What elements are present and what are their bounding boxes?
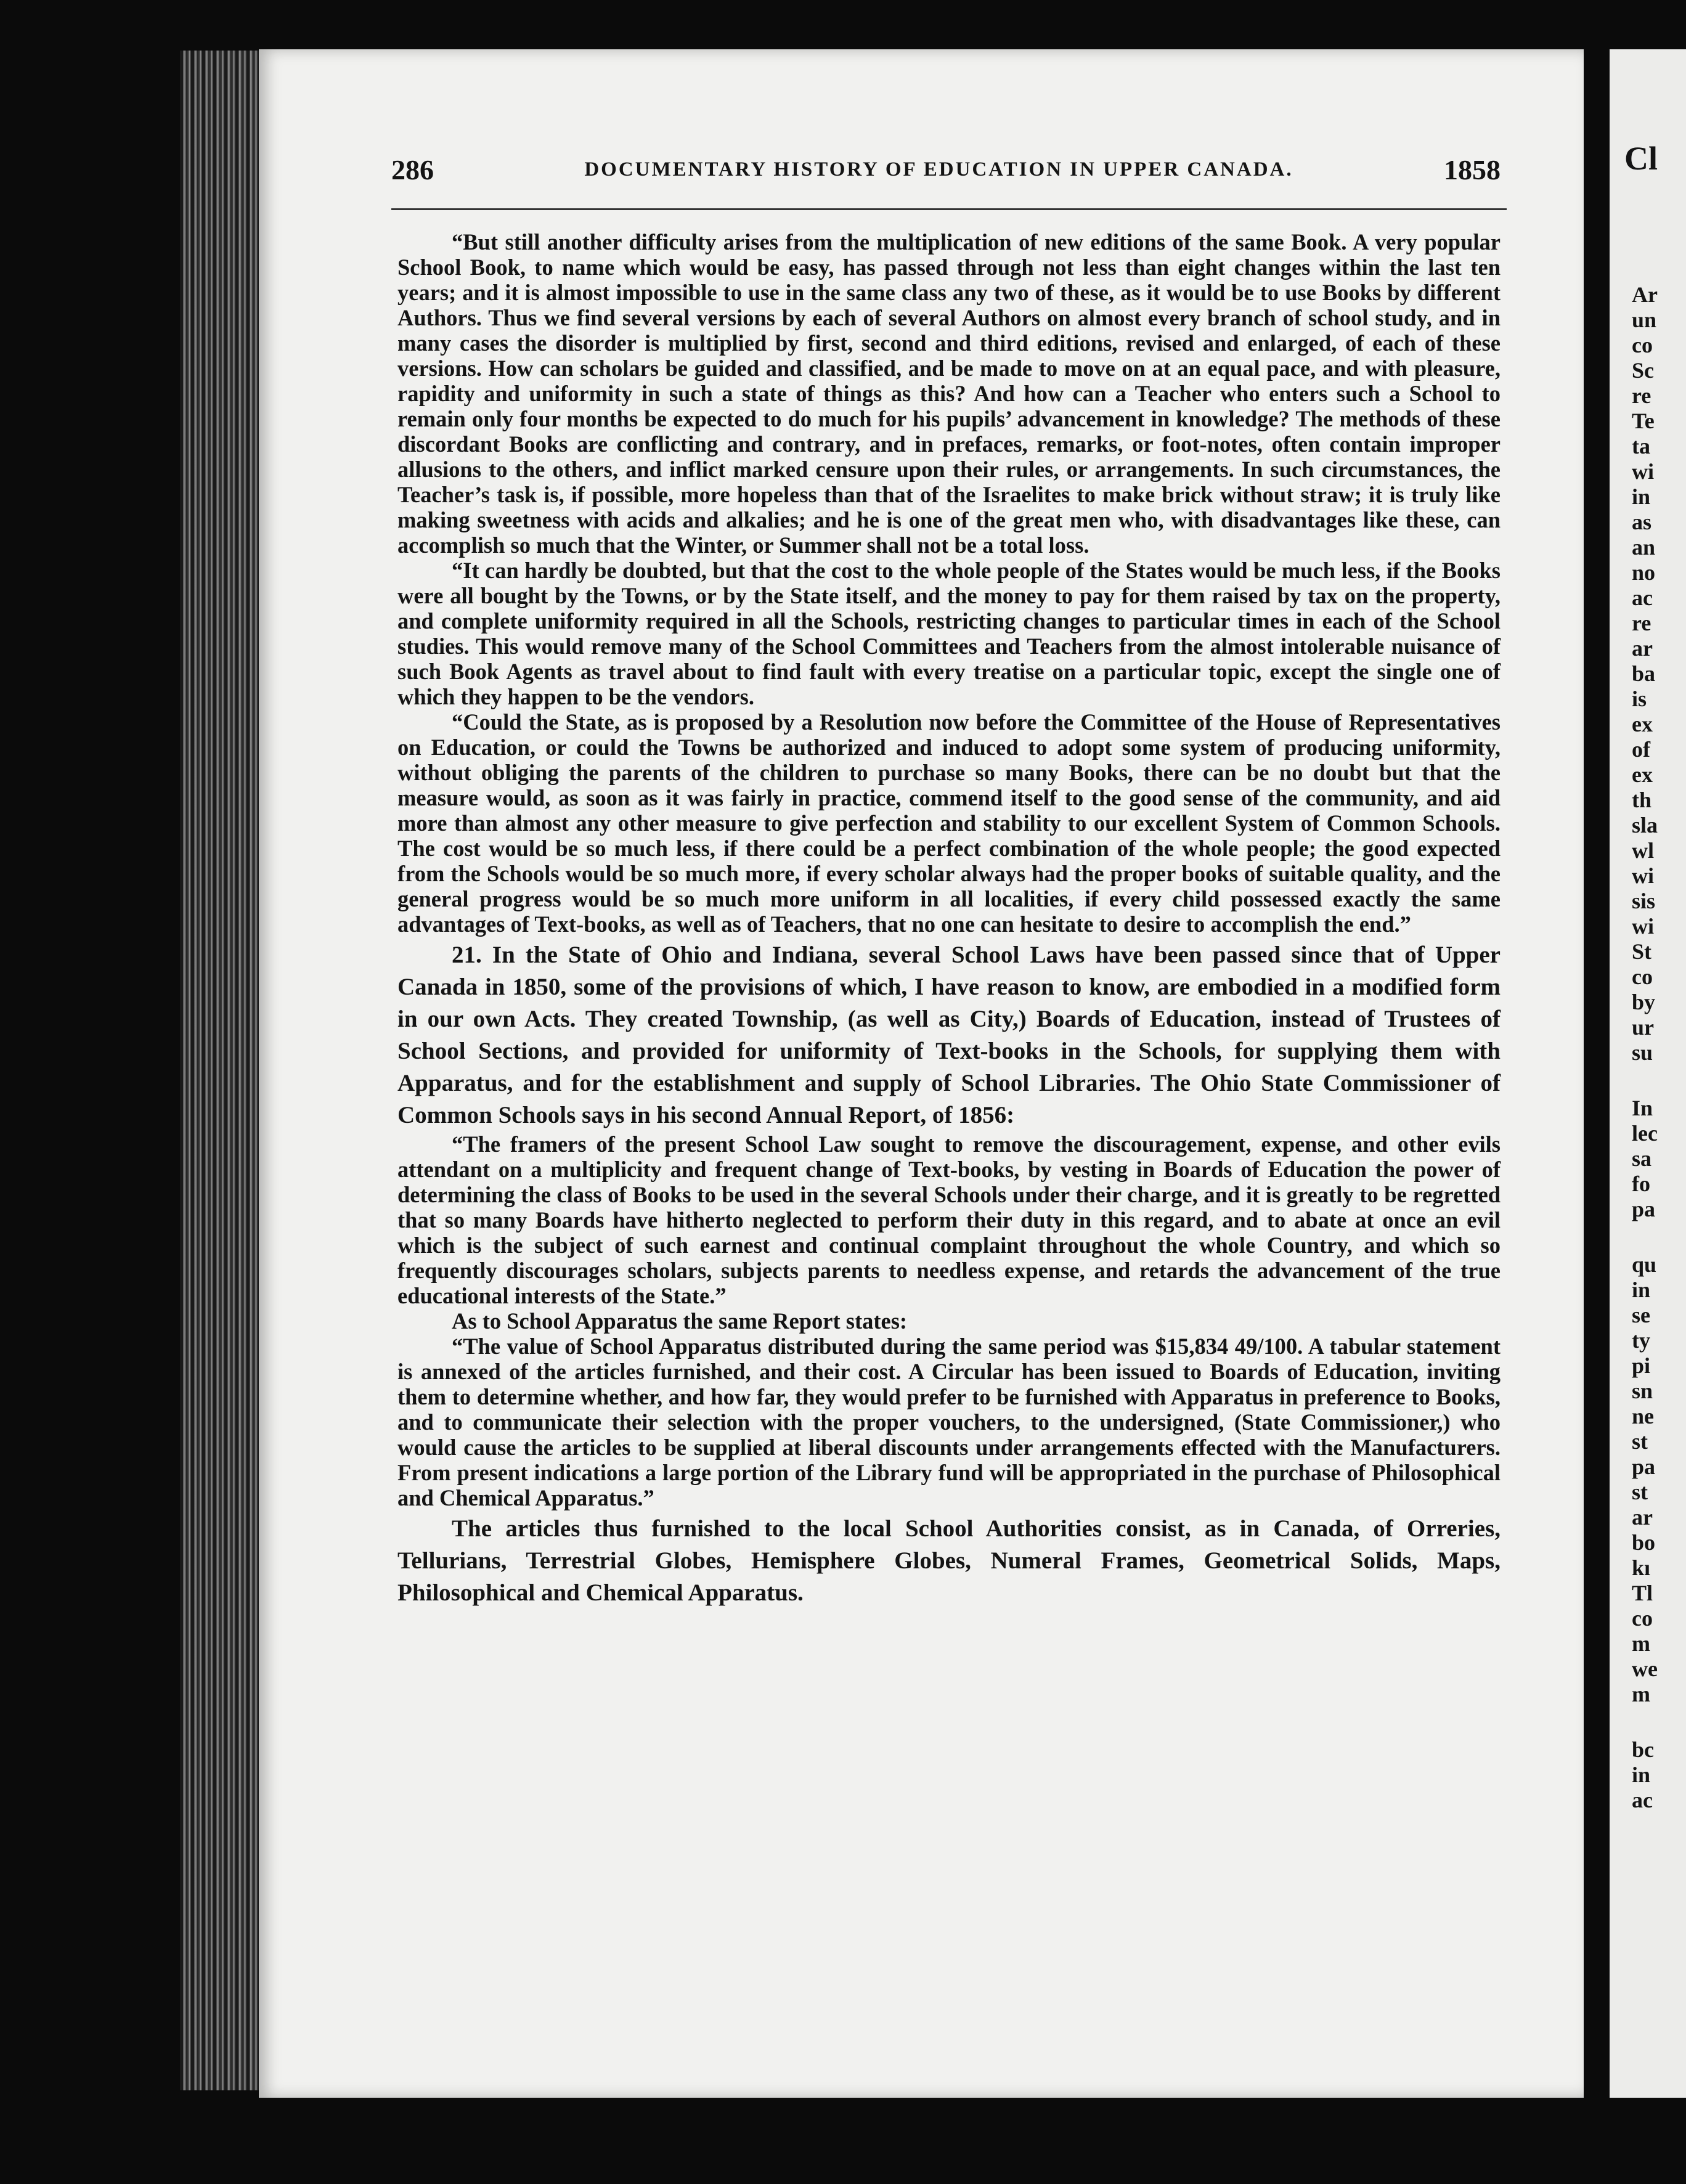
adjacent-line-fragment: St	[1632, 939, 1652, 964]
adjacent-line-fragment: m	[1632, 1682, 1650, 1706]
adjacent-line-fragment: ar	[1632, 636, 1653, 661]
header-year: 1858	[1443, 153, 1501, 185]
adjacent-line-fragment: kı	[1632, 1555, 1651, 1580]
adjacent-line-fragment: pa	[1632, 1454, 1656, 1479]
quote-paragraph: “But still another difficulty arises from the multiplication of new editions of the same Book. A very popular School Book, to name which would be easy, has passed through not less than eight changes within the last ten years; and it is almost impossible to use in the same class any two of these, as it would be to use Books by different Authors. Thus we find several versions by each of several Authors on almost every branch of school study, and in many cases the disorder is multiplied by first, second and third editions, revised and enlarged, of each of these versions. How can scholars be guided and classified, and be made to move on at an equal pace, and with pleasure, rapidity and uniformity in such a state of things as this? And how can a Teacher who enters such a School to remain only four months be expected to do much for his pupils’ advancement in knowledge? The methods of these discordant Books are conflicting and contrary, and in prefaces, remarks, or foot-notes, often contain improper allusions to the others, and inflict marked censure upon their rules, or arrangements. In such circumstances, the Teacher’s task is, if possible, more hopeless than that of the Israelites to make brick without straw; it is truly like making sweetness with acids and alkalies; and he is one of the great men who, with disadvantages like these, can accomplish so much that the Winter, or Summer shall not be a total loss.	[397, 229, 1501, 558]
adjacent-line-fragment: bc	[1632, 1737, 1654, 1762]
adjacent-line-fragment: ur	[1632, 1015, 1654, 1040]
running-title: DOCUMENTARY HISTORY OF EDUCATION IN UPPER CANADA.	[584, 158, 1293, 181]
adjacent-line-fragment: ex	[1632, 712, 1653, 736]
quote-lead-in: As to School Apparatus the same Report states:	[452, 1308, 908, 1334]
adjacent-line-fragment: Sc	[1632, 358, 1654, 383]
adjacent-line-fragment: wl	[1632, 838, 1654, 863]
adjacent-line-fragment: wi	[1632, 863, 1654, 888]
book-page	[259, 49, 1584, 2098]
adjacent-line-fragment: th	[1632, 788, 1652, 812]
adjacent-line-fragment: as	[1632, 510, 1652, 534]
adjacent-line-fragment: ba	[1632, 661, 1656, 686]
quote-paragraph: “The framers of the present School Law sought to remove the discouragement, expense, and other evils attendant on a multiplicity and frequent change of Text-books, by vesting in Boards of Education the power of determining the class of Books to be used in the several Schools under their charge, and it is greatly to be regretted that so many Boards have hitherto neglected to perform their duty in this regard, and to abate at once an evil which is the subject of such earnest and continual complaint throughout the whole Country, and which so frequently discourages scholars, subjects parents to needless expense, and retards the advancement of the true educational interests of the State.”	[397, 1131, 1501, 1308]
adjacent-line-fragment: co	[1632, 1606, 1653, 1631]
quote-paragraph: “Could the State, as is proposed by a Resolution now before the Committee of the House of Representatives on Education, or could the Towns be authorized and induced to adopt some system of producing uniformity, without obliging the parents of the children to purchase so many Books, there can be no doubt but that the measure would, as soon as it was fairly in practice, commend itself to the good sense of the community, and aid more than almost any other measure to give perfection and stability to our excellent System of Common Schools. The cost would be so much less, if there could be a perfect combination of the whole people; the good expected from the Schools would be so much more, if every scholar always had the proper books of suitable quality, and the general progress would be so much more uniform in all localities, if every child possessed exactly the same advantages of Text-books, as well as of Teachers, that no one can hesitate to desire to accomplish the end.”	[397, 709, 1501, 937]
adjacent-line-fragment: st	[1632, 1480, 1648, 1504]
page-number: 286	[391, 153, 434, 185]
adjacent-line-fragment: an	[1632, 535, 1656, 560]
adjacent-line-fragment: in	[1632, 1762, 1651, 1787]
adjacent-line-fragment: Tl	[1632, 1581, 1653, 1605]
adjacent-line-fragment: m	[1632, 1631, 1650, 1656]
adjacent-line-fragment: fo	[1632, 1171, 1650, 1196]
adjacent-line-fragment: we	[1632, 1656, 1658, 1681]
adjacent-line-fragment: ac	[1632, 585, 1653, 610]
adjacent-line-fragment: ar	[1632, 1505, 1653, 1530]
adjacent-line-fragment: ta	[1632, 434, 1650, 458]
adjacent-line-fragment: no	[1632, 560, 1656, 585]
adjacent-line-fragment: sa	[1632, 1146, 1652, 1171]
adjacent-line-fragment: bo	[1632, 1530, 1656, 1555]
adjacent-line-fragment: lec	[1632, 1121, 1658, 1146]
running-header	[391, 148, 1501, 191]
adjacent-line-fragment: co	[1632, 333, 1653, 357]
adjacent-line-fragment: sn	[1632, 1379, 1653, 1403]
adjacent-line-fragment: ex	[1632, 762, 1653, 787]
adjacent-line-fragment: ne	[1632, 1404, 1654, 1428]
adjacent-page-edge	[1610, 49, 1686, 2098]
quote-paragraph: “The value of School Apparatus distributed during the same period was $15,834 49/100. A tabular statement is annexed of the articles furnished, and their cost. A Circular has been issued to Boards of Education, inviting them to determine whether, and how far, they would prefer to be furnished with Apparatus in preference to Books, and to communicate their selection with the proper vouchers, to the undersigned, (State Commissioner,) who would cause the articles to be supplied at liberal discounts under arrangements effected with the Manufacturers. From present indications a large portion of the Library fund will be appropriated in the purchase of Philosophical and Chemical Apparatus.”	[397, 1334, 1501, 1510]
adjacent-line-fragment: ty	[1632, 1328, 1650, 1353]
adjacent-line-fragment: su	[1632, 1040, 1653, 1065]
page-body	[397, 229, 1501, 1609]
header-rule	[391, 208, 1507, 210]
adjacent-line-fragment: pa	[1632, 1197, 1656, 1221]
adjacent-line-fragment: sis	[1632, 889, 1656, 913]
adjacent-line-fragment: of	[1632, 737, 1650, 762]
adjacent-line-fragment: st	[1632, 1429, 1648, 1454]
adjacent-line-fragment: un	[1632, 308, 1657, 332]
adjacent-line-fragment: Te	[1632, 409, 1655, 433]
adjacent-line-fragment: In	[1632, 1096, 1653, 1120]
adjacent-line-fragment: se	[1632, 1303, 1650, 1327]
adjacent-line-fragment: wi	[1632, 914, 1654, 939]
adjacent-line-fragment: in	[1632, 484, 1651, 509]
quote-paragraph: “It can hardly be doubted, but that the cost to the whole people of the States would be much less, if the Books were all bought by the Towns, or by the State itself, and the money to pay for them raised by tax on the property, and complete uniformity required in all the Schools, restricting changes to particular times in each of the School studies. This would remove many of the School Committees and Teachers from the almost intolerable nuisance of such Book Agents as travel about to find fault with every treatise on a particular topic, except the single one of which they happen to be the vendors.	[397, 558, 1501, 709]
adjacent-line-fragment: co	[1632, 964, 1653, 989]
adjacent-line-fragment: by	[1632, 990, 1656, 1014]
adjacent-header-fragment: Cl	[1624, 140, 1658, 177]
adjacent-line-fragment: qu	[1632, 1252, 1657, 1277]
adjacent-line-fragment: re	[1632, 611, 1651, 635]
adjacent-line-fragment: re	[1632, 383, 1651, 408]
adjacent-line-fragment: Ar	[1632, 282, 1658, 307]
adjacent-line-fragment: in	[1632, 1277, 1651, 1302]
adjacent-line-fragment: pi	[1632, 1353, 1651, 1378]
adjacent-line-fragment: wi	[1632, 459, 1654, 484]
body-paragraph: The articles thus furnished to the local School Authorities consist, as in Canada, of Orreries, Tellurians, Terrestrial Globes, Hemisphere Globes, Numeral Frames, Geometrical Solids, Maps, Philosophical and Chemical Apparatus.	[397, 1515, 1501, 1606]
adjacent-line-fragment: sla	[1632, 813, 1658, 837]
adjacent-line-fragment: is	[1632, 687, 1647, 711]
adjacent-line-fragment: ac	[1632, 1788, 1653, 1812]
body-paragraph: 21. In the State of Ohio and Indiana, several School Laws have been passed since that of Upper Canada in 1850, some of the provisions of which, I have reason to know, are embodied in a modified form in our own Acts. They created Township, (as well as City,) Boards of Education, instead of Trustees of School Sections, and provided for uniformity of Text-books in the Schools, for supplying them with Apparatus, and for the establishment and supply of School Libraries. The Ohio State Commissioner of Common Schools says in his second Annual Report, of 1856:	[397, 942, 1501, 1128]
